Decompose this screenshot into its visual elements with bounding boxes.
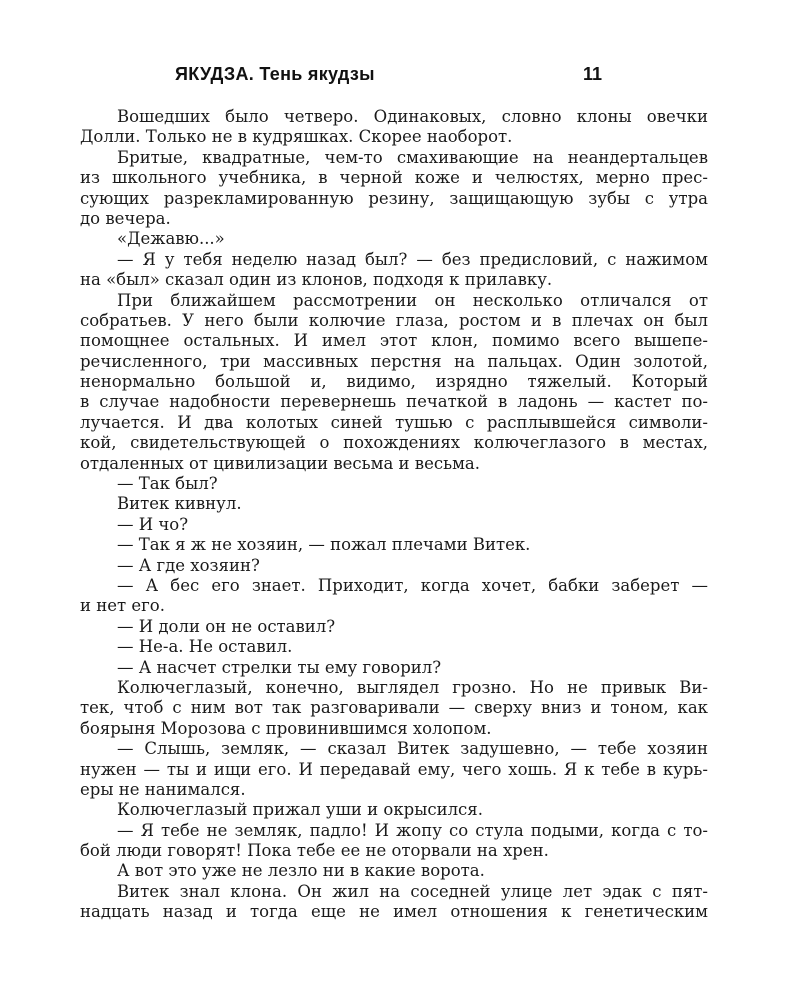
text-line: При ближайшем рассмотрении он несколько отличался от — [117, 290, 708, 310]
text-line: — И чо? — [117, 514, 189, 534]
text-line: помощнее остальных. И имел этот клон, помимо всего вышепе- — [80, 331, 708, 351]
text-line: на «был» сказал один из клонов, подходя к прилавку. — [80, 270, 553, 290]
running-title: ЯКУДЗА. Тень якудзы — [175, 64, 375, 84]
text-line: Вошедших было четверо. Одинаковых, словно клоны овечки — [117, 107, 708, 126]
text-line: лучается. И два колотых синей тушью с расплывшейся символи- — [80, 412, 708, 432]
text-line: — А где хозяин? — [117, 555, 260, 575]
paragraph — [80, 229, 708, 249]
paragraph — [80, 556, 708, 576]
text-line: отдаленных от цивилизации весьма и весьма. — [80, 453, 480, 473]
text-line: ненормально большой и, видимо, изрядно тяжелый. Который — [80, 372, 708, 392]
paragraph — [80, 494, 708, 514]
text-line: Бритые, квадратные, чем-то смахивающие на неандертальцев — [117, 147, 708, 167]
paragraph — [80, 148, 708, 230]
text-line: — А бес его знает. Приходит, когда хочет, бабки заберет — — [117, 575, 708, 595]
paragraph — [80, 474, 708, 494]
text-line: и нет его. — [80, 596, 165, 616]
text-line: Витек знал клона. Он жил на соседней улице лет эдак с пят- — [117, 881, 708, 901]
text-line: бой люди говорят! Пока тебе ее не оторвали на хрен. — [80, 841, 549, 861]
page-text — [80, 107, 708, 923]
text-line: — Так я ж не хозяин, — пожал плечами Витек. — [117, 535, 531, 555]
text-line: в случае надобности перевернешь печаткой в ладонь — кастет по- — [80, 392, 708, 412]
paragraph — [80, 678, 708, 739]
text-line: Колючеглазый прижал уши и окрысился. — [117, 800, 483, 820]
text-line: — И доли он не оставил? — [117, 616, 336, 636]
page-number: 11 — [583, 64, 603, 84]
text-line: нужен — ты и ищи его. И передавай ему, чего хошь. Я к тебе в курь- — [80, 759, 708, 779]
paragraph — [80, 800, 708, 820]
text-line: — Я тебе не земляк, падло! И жопу со стула подыми, когда с то- — [117, 820, 708, 840]
text-line: собратьев. У него были колючие глаза, ростом и в плечах он был — [80, 310, 708, 330]
paragraph — [80, 515, 708, 535]
text-line: «Дежавю...» — [117, 229, 225, 249]
text-line: речисленного, три массивных перстня на пальцах. Один золотой, — [80, 351, 708, 371]
paragraph — [80, 535, 708, 555]
text-line: — Я у тебя неделю назад был? — без предисловий, с нажимом — [117, 249, 708, 269]
paragraph — [80, 617, 708, 637]
text-line: сующих разрекламированную резину, защищающую зубы с утра — [80, 188, 708, 208]
text-line: надцать назад и тогда еще не имел отношения к генетическим — [80, 902, 708, 922]
text-line: А вот это уже не лезло ни в какие ворота. — [117, 861, 485, 881]
text-line: — Не-а. Не оставил. — [117, 637, 293, 657]
paragraph — [80, 821, 708, 862]
running-header — [80, 64, 708, 86]
text-line: боярыня Морозова с провинившимся холопом. — [80, 718, 492, 738]
paragraph — [80, 882, 708, 923]
paragraph — [80, 861, 708, 881]
text-line: — Слышь, земляк, — сказал Витек задушевно, — тебе хозяин — [117, 739, 708, 759]
paragraph — [80, 250, 708, 291]
text-line: Долли. Только не в кудряшках. Скорее наоборот. — [80, 127, 513, 147]
text-line: — А насчет стрелки ты ему говорил? — [117, 657, 442, 677]
paragraph — [80, 658, 708, 678]
text-line: Витек кивнул. — [117, 494, 242, 514]
text-line: Колючеглазый, конечно, выглядел грозно. Но не привык Ви- — [117, 677, 708, 697]
text-line: тек, чтоб с ним вот так разговаривали — сверху вниз и тоном, как — [80, 698, 708, 718]
text-line: — Так был? — [117, 474, 218, 494]
text-line: до вечера. — [80, 208, 171, 228]
paragraph — [80, 107, 708, 148]
text-line: еры не нанимался. — [80, 779, 246, 799]
paragraph — [80, 637, 708, 657]
paragraph — [80, 291, 708, 475]
text-line: из школьного учебника, в черной коже и челюстях, мерно прес- — [80, 168, 708, 188]
text-line: кой, свидетельствующей о похождениях колючеглазого в местах, — [80, 433, 708, 453]
paragraph — [80, 739, 708, 800]
paragraph — [80, 576, 708, 617]
